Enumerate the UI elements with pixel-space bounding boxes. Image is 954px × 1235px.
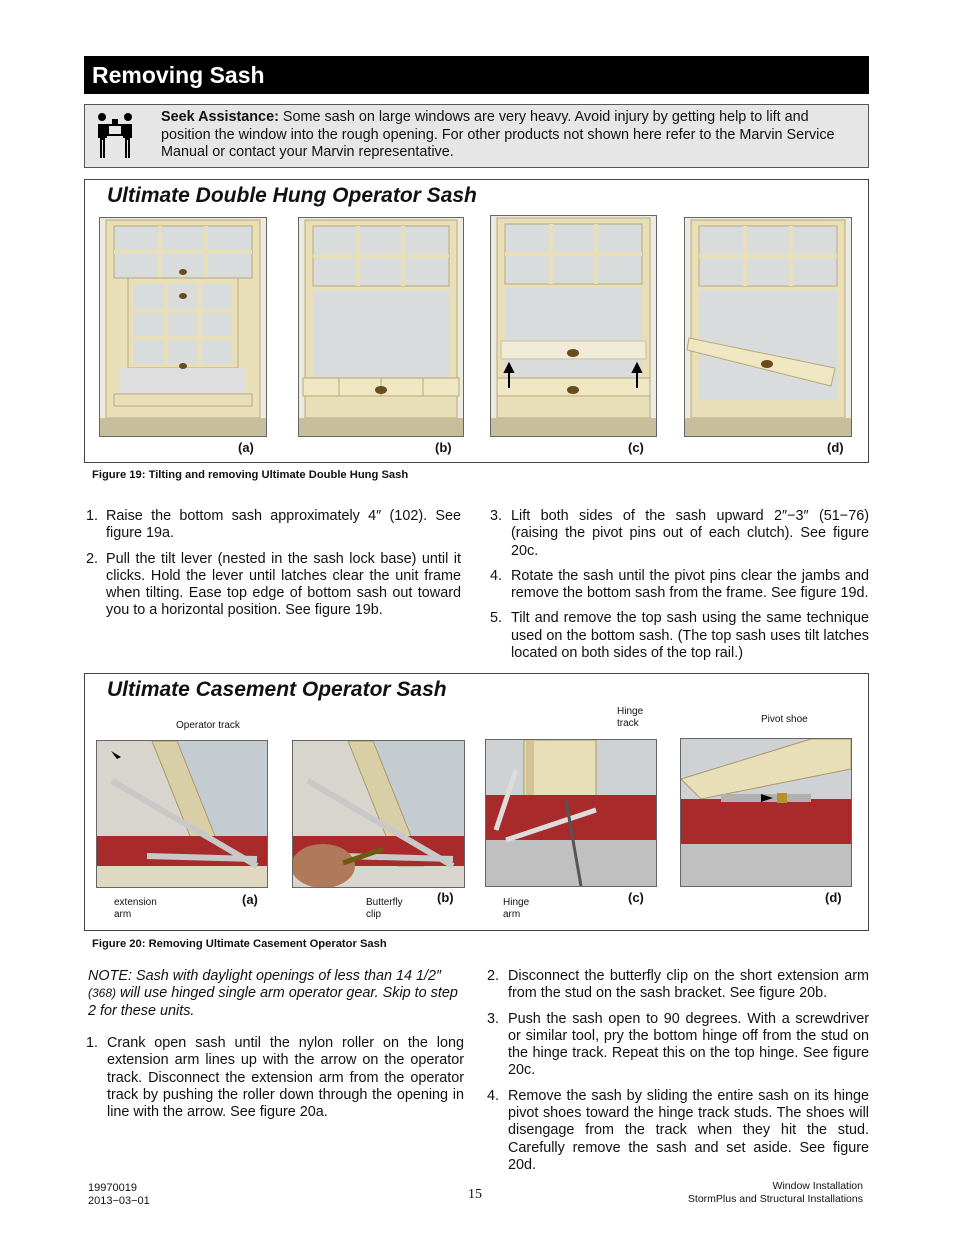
photo-19d [684, 217, 852, 437]
double-hung-heading: Ultimate Double Hung Operator Sash [107, 184, 477, 207]
cs-steps-left [86, 1035, 464, 1121]
dh-step-2: 2. Pull the tilt lever (nested in the sash lock base) until it clicks. Hold the lever until latches clear the unit frame when tilting. Ease top edge of bottom sash out toward you to a horizontal position. See figure 19b. [86, 550, 461, 619]
dh-step-4: 4. Rotate the sash until the pivot pins clear the jambs and remove the bottom sash from the frame. See figure 19d. [490, 567, 869, 602]
label-19a: (a) [238, 440, 254, 455]
cs-step-3: 3. Push the sash open to 90 degrees. With a screwdriver or similar tool, pry the bottom hinge off from the stud on the hinge track. Repeat this on the top hinge. See figure 20c. [487, 1010, 869, 1079]
callout-hinge-arm-1: Hinge [503, 897, 530, 908]
label-20a: (a) [242, 892, 258, 907]
assist-body: Some sash on large windows are very heavy. Avoid injury by getting help to lift and position the window into the rough opening. For other products not shown here refer to the Marvin Service Manual or contact your Marvin representative. [161, 109, 835, 160]
label-20c: (c) [628, 890, 644, 905]
callout-butterfly-2: clip [366, 909, 382, 920]
page-title: Removing Sash [84, 56, 869, 94]
photo-20b [292, 740, 465, 888]
label-20b: (b) [437, 890, 454, 905]
callout-pivot-shoe: Pivot shoe [761, 714, 808, 725]
label-19d: (d) [827, 440, 844, 455]
photo-20a [96, 740, 268, 888]
two-person-lift-icon [95, 111, 135, 163]
assist-notice [84, 104, 869, 168]
callout-hinge-track-1: Hinge [617, 706, 644, 717]
figure-20-caption: Figure 20: Removing Ultimate Casement Operator Sash [92, 938, 387, 950]
callout-hinge-track-2: track [617, 718, 639, 729]
dh-step-5: 5. Tilt and remove the top sash using the same technique used on the bottom sash. (The top sash uses tilt latches located on both sides of the top rail.) [490, 610, 869, 662]
label-19c: (c) [628, 440, 644, 455]
assist-text [161, 109, 851, 162]
casement-note: NOTE: Sash with daylight openings of less than 14 1/2″ (368) will use hinged single arm operator gear. Skip to step 2 for these units. [88, 968, 458, 1019]
cs-step-1: 1. Crank open sash until the nylon roller on the long extension arm lines up with the arrow on the operator track. Disconnect the extension arm from the operator track by pushing the roller down through the opening in line with the arrow. See figure 20a. [86, 1035, 464, 1121]
casement-heading: Ultimate Casement Operator Sash [107, 678, 447, 701]
doc-date: 2013−03−01 [88, 1195, 150, 1207]
double-hung-panel [84, 179, 869, 463]
footer-right: Window Installation StormPlus and Structural Installations [687, 1180, 863, 1205]
casement-panel [84, 673, 869, 931]
label-20d: (d) [825, 890, 842, 905]
dh-step-1: 1. Raise the bottom sash approximately 4″ (102). See figure 19a. [86, 508, 461, 542]
callout-extension-2: arm [114, 909, 132, 920]
page-number: 15 [468, 1187, 482, 1202]
photo-19c [490, 215, 657, 437]
cs-step-4: 4. Remove the sash by sliding the entire sash on its hinge pivot shoes toward the hinge track studs. The shoes will disengage from the track when they hit the stud. Carefully remove the sash and set aside. See figure 20d. [487, 1087, 869, 1173]
label-19b: (b) [435, 440, 452, 455]
cs-step-2: 2. Disconnect the butterfly clip on the short extension arm from the stud on the sash bracket. See figure 20b. [487, 968, 869, 1002]
callout-hinge-arm-2: arm [503, 909, 521, 920]
dh-steps-left [86, 508, 461, 620]
callout-butterfly-1: Butterfly [366, 897, 403, 908]
assist-label: Seek Assistance: [161, 109, 279, 125]
footer-left [88, 1182, 150, 1208]
photo-20c [485, 739, 657, 887]
figure-19-caption: Figure 19: Tilting and removing Ultimate Double Hung Sash [92, 469, 409, 481]
callout-extension-1: extension [114, 897, 157, 908]
dh-step-3: 3. Lift both sides of the sash upward 2″−3″ (51−76) (raising the pivot pins out of each clutch). See figure 20c. [490, 508, 869, 559]
dh-steps-right [490, 508, 869, 662]
photo-19b [298, 217, 464, 437]
photo-19a [99, 217, 267, 437]
doc-number: 19970019 [88, 1182, 137, 1194]
callout-operator-track: Operator track [176, 720, 240, 731]
photo-20d [680, 738, 852, 887]
cs-steps-right [487, 968, 869, 1174]
